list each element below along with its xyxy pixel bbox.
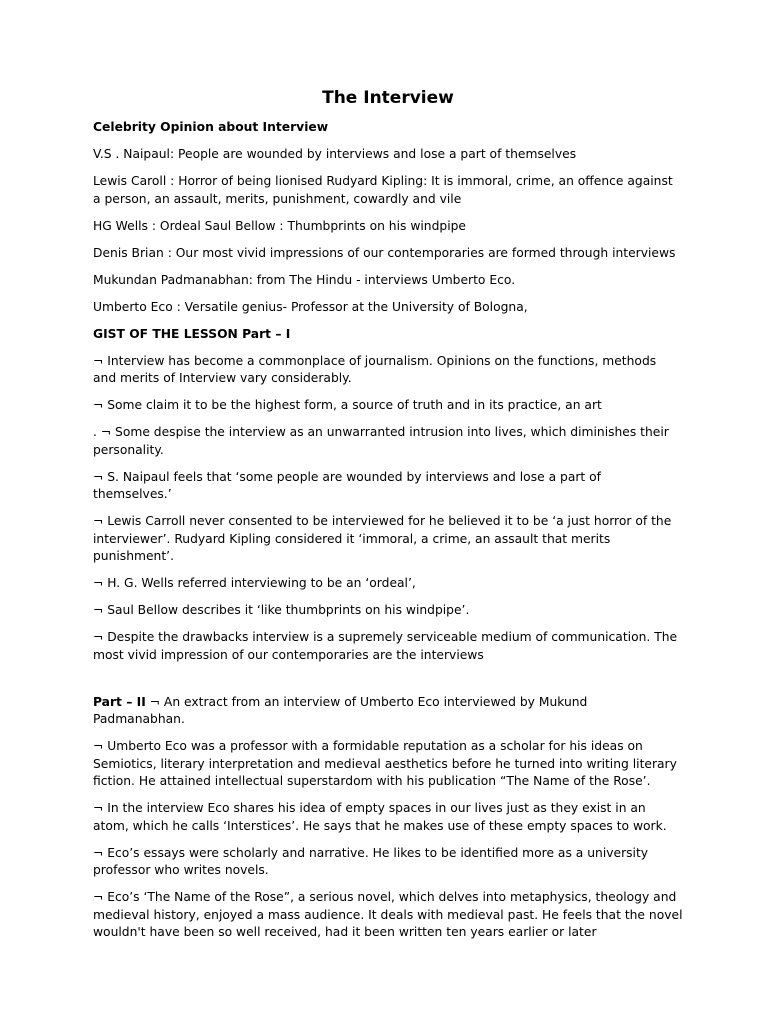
document-page: [93, 86, 683, 951]
opinion-denis-brian: Denis Brian : Our most vivid impressions of our contemporaries are formed through interviews: [93, 245, 676, 260]
opinion-umberto-eco: Umberto Eco : Versatile genius- Professor at the University of Bologna,: [93, 299, 528, 314]
opinion-padmanabhan: Mukundan Padmanabhan: from The Hindu - interviews Umberto Eco.: [93, 272, 516, 287]
gist-point: . ¬ Some despise the interview as an unwarranted intrusion into lives, which diminishes their personality.: [93, 425, 669, 457]
document-title: The Interview: [322, 88, 454, 108]
gist-point: ¬ Despite the drawbacks interview is a supremely serviceable medium of communication. The most vivid impression of our contemporaries are the interviews: [93, 630, 678, 662]
gist-point: ¬ Some claim it to be the highest form, a source of truth and in its practice, an art: [93, 398, 602, 412]
part2-intro-line: [93, 694, 683, 729]
gist-heading: GIST OF THE LESSON Part – I: [93, 326, 291, 341]
paragraph-gap: [93, 674, 683, 694]
gist-point: ¬ Saul Bellow describes it ‘like thumbprints on his windpipe’.: [93, 603, 470, 617]
part2-label: Part – II: [93, 694, 146, 709]
gist-point: ¬ S. Naipaul feels that ‘some people are wounded by interviews and lose a part of themselves.’: [93, 469, 602, 501]
gist-point: ¬ Interview has become a commonplace of journalism. Opinions on the functions, methods and merits of Interview vary considerably.: [93, 353, 657, 385]
opinion-wells-bellow: HG Wells : Ordeal Saul Bellow : Thumbprints on his windpipe: [93, 218, 466, 233]
part2-intro: ¬ An extract from an interview of Umberto Eco interviewed by Mukund Padmanabhan.: [93, 694, 588, 726]
gist-point: ¬ H. G. Wells referred interviewing to be an ‘ordeal’,: [93, 576, 416, 590]
opinion-naipaul: V.S . Naipaul: People are wounded by interviews and lose a part of themselves: [93, 147, 577, 161]
gist-point: ¬ Lewis Carroll never consented to be interviewed for he believed it to be ‘a just horror of the interviewer’. Rudyard Kipling considered it ‘immoral, a crime, an assault that merits punishment’.: [93, 514, 672, 563]
part2-point: ¬ Umberto Eco was a professor with a formidable reputation as a scholar for his ideas on Semiotics, literary interpretation and medieval aesthetics before he turned into writing literary fiction. He attained intellectual superstardom with his publication “The Name of the Rose’.: [93, 739, 677, 788]
opinion-caroll-kipling: Lewis Caroll : Horror of being lionised Rudyard Kipling: It is immoral, crime, an offence against a person, an assault, merits, punishment, cowardly and vile: [93, 174, 673, 206]
section-heading-celebrity-opinion: Celebrity Opinion about Interview: [93, 120, 329, 134]
part2-point: ¬ Eco’s essays were scholarly and narrative. He likes to be identified more as a university professor who writes novels.: [93, 845, 649, 877]
part2-point: ¬ In the interview Eco shares his idea of empty spaces in our lives just as they exist in an atom, which he calls ‘Interstices’. He says that he makes use of these empty spaces to work.: [93, 801, 667, 833]
part2-point: ¬ Eco’s ‘The Name of the Rose”, a serious novel, which delves into metaphysics, theology and medieval history, enjoyed a mass audience. It deals with medieval past. He feels that the novel wouldn't have been so well received, had it been written ten years earlier or later: [93, 890, 683, 939]
